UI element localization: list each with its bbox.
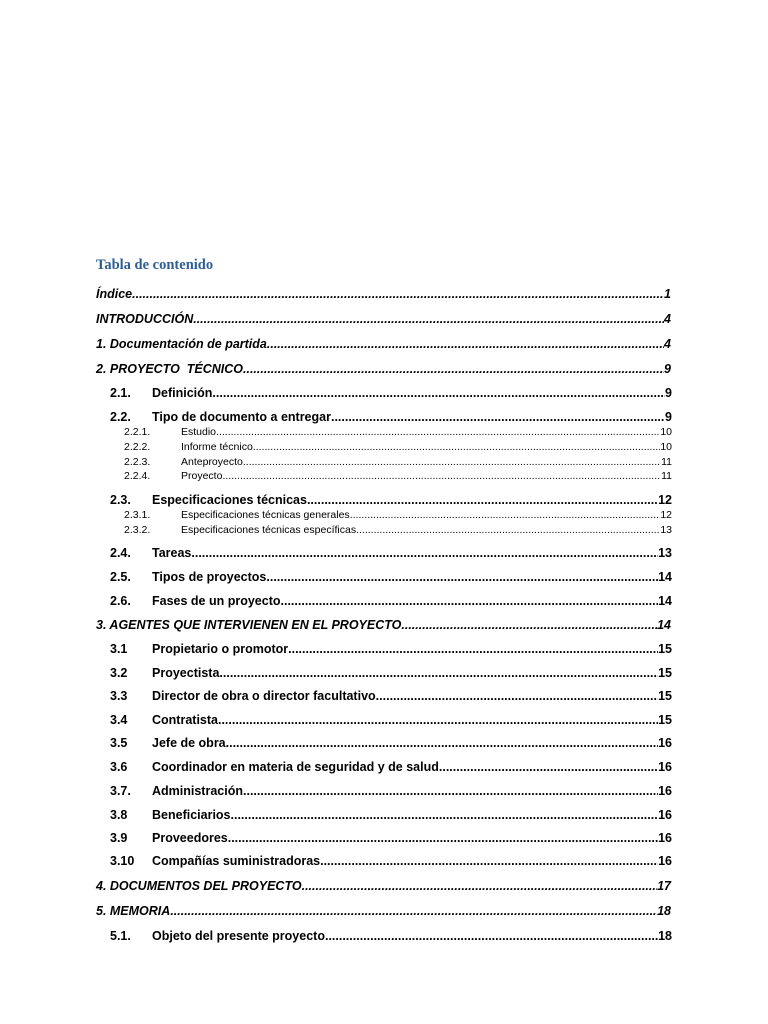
toc-entry[interactable] — [110, 758, 672, 776]
toc-leader — [307, 491, 658, 509]
toc-entry-number: 3.8 — [110, 808, 128, 822]
toc-entry-text: 3. AGENTES QUE INTERVIENEN EN EL PROYECTO — [96, 618, 402, 632]
toc-entry-text: Anteproyecto — [181, 456, 243, 468]
toc-entry-number: 2.2.3. — [124, 456, 151, 468]
toc-leader — [266, 568, 658, 586]
toc-entry[interactable] — [110, 544, 672, 562]
toc-leader — [243, 360, 664, 378]
toc-entry-text: Director de obra o director facultativo — [152, 689, 376, 703]
toc-entry[interactable] — [110, 782, 672, 800]
toc-leader — [170, 902, 657, 920]
toc-entry-number: 5.1. — [110, 929, 131, 943]
toc-entry-text: Especificaciones técnicas generales — [181, 509, 350, 521]
toc-entry-number: 2.2.2. — [124, 441, 151, 453]
toc-entry-number: 2.2.1. — [124, 426, 151, 438]
toc-entry[interactable] — [110, 568, 672, 586]
toc-entry[interactable] — [124, 440, 672, 455]
toc-leader — [281, 592, 659, 610]
toc-page-number: 11 — [661, 470, 672, 482]
toc-entry-text: Coordinador en materia de seguridad y de salud — [152, 760, 439, 774]
toc-entry-number: 2.3.2. — [124, 524, 151, 536]
toc-entry[interactable] — [124, 455, 672, 470]
toc-page-number: 16 — [658, 784, 672, 798]
toc-entry-number: 2.4. — [110, 546, 131, 560]
toc-entry-text: Objeto del presente proyecto — [152, 929, 325, 943]
toc-entry[interactable] — [110, 687, 672, 705]
toc-entry-text: Proveedores — [152, 831, 228, 845]
toc-entry-number: 3.2 — [110, 666, 128, 680]
toc-entry-number: 2.2. — [110, 410, 131, 424]
toc-entry-number: 3.5 — [110, 736, 128, 750]
toc-entry-text: Estudio — [181, 426, 217, 438]
toc-entry-text: Proyectista — [152, 666, 220, 680]
toc-entry[interactable] — [96, 902, 671, 920]
toc-leader — [253, 440, 661, 455]
toc-entry-number: 3.3 — [110, 689, 128, 703]
toc-entry-number: 2.5. — [110, 570, 131, 584]
toc-leader — [212, 384, 665, 402]
toc-leader — [132, 285, 664, 303]
toc-page-number: 13 — [660, 524, 672, 536]
toc-entry-number: 3.9 — [110, 831, 128, 845]
toc-entry-text: INTRODUCCIÓN — [96, 312, 194, 326]
toc-entry-text: Tareas — [152, 546, 192, 560]
toc-page-number: 12 — [660, 509, 672, 521]
toc-leader — [191, 544, 658, 562]
toc-entry-number: 3.10 — [110, 854, 135, 868]
toc-entry[interactable] — [110, 592, 672, 610]
toc-entry[interactable] — [110, 852, 672, 870]
toc-leader — [243, 455, 661, 470]
toc-leader — [219, 664, 658, 682]
toc-entry[interactable] — [96, 310, 671, 328]
toc-leader — [222, 469, 661, 484]
toc-leader — [356, 523, 660, 538]
toc-title: Tabla de contenido — [96, 257, 214, 273]
toc-entry-text: Fases de un proyecto — [152, 594, 281, 608]
toc-page-number: 1 — [664, 287, 671, 301]
toc-entry[interactable] — [96, 616, 671, 634]
toc-entry-text: Proyecto — [181, 470, 223, 482]
toc-leader — [320, 852, 658, 870]
toc-entry[interactable] — [110, 734, 672, 752]
toc-entry-text: Definición — [152, 386, 213, 400]
toc-entry-number: 2.2.4. — [124, 470, 151, 482]
toc-entry-text: Informe técnico — [181, 441, 253, 453]
toc-entry-text: Beneficiarios — [152, 808, 231, 822]
toc-leader — [228, 829, 658, 847]
toc-leader — [302, 877, 658, 895]
toc-entry-number: 2.6. — [110, 594, 131, 608]
toc-page-number: 16 — [658, 831, 672, 845]
toc-leader — [376, 687, 658, 705]
toc-entry-text: Tipo de documento a entregar — [152, 410, 331, 424]
toc-entry-text: 2. PROYECTO TÉCNICO — [96, 362, 244, 376]
toc-entry[interactable] — [110, 408, 672, 426]
toc-entry-number: 2.3.1. — [124, 509, 151, 521]
toc-entry[interactable] — [124, 523, 672, 538]
toc-page-number: 10 — [660, 441, 672, 453]
toc-page-number: 11 — [661, 456, 672, 468]
toc-page-number: 16 — [658, 854, 672, 868]
toc-page-number: 14 — [658, 570, 672, 584]
toc-entry-text: Jefe de obra — [152, 736, 226, 750]
toc-entry[interactable] — [96, 877, 671, 895]
toc-leader — [267, 335, 664, 353]
toc-page-number: 16 — [658, 760, 672, 774]
toc-page-number: 15 — [658, 713, 672, 727]
toc-page-number: 18 — [657, 904, 671, 918]
toc-entry-text: Propietario o promotor — [152, 642, 289, 656]
toc-leader — [439, 758, 658, 776]
toc-page-number: 17 — [657, 879, 671, 893]
toc-page-number: 9 — [665, 386, 672, 400]
toc-leader — [226, 734, 658, 752]
toc-entry-number: 3.7. — [110, 784, 131, 798]
toc-entry-number: 2.3. — [110, 493, 131, 507]
toc-entry-text: 1. Documentación de partida — [96, 337, 267, 351]
toc-leader — [288, 640, 658, 658]
toc-page-number: 18 — [658, 929, 672, 943]
toc-leader — [193, 310, 664, 328]
toc-entry[interactable] — [110, 711, 672, 729]
toc-page-number: 16 — [658, 736, 672, 750]
toc-page-number: 14 — [657, 618, 671, 632]
toc-leader — [331, 408, 665, 426]
toc-entry-number: 3.6 — [110, 760, 128, 774]
toc-entry-number: 3.4 — [110, 713, 128, 727]
toc-entry-text: Administración — [152, 784, 243, 798]
toc-entry-text: Tipos de proyectos — [152, 570, 267, 584]
toc-entry[interactable] — [124, 508, 672, 523]
toc-entry[interactable] — [110, 829, 672, 847]
toc-page-number: 10 — [660, 426, 672, 438]
toc-leader — [350, 508, 661, 523]
toc-entry-text: Compañías suministradoras — [152, 854, 321, 868]
toc-entry[interactable] — [110, 640, 672, 658]
toc-page-number: 15 — [658, 666, 672, 680]
toc-entry[interactable] — [96, 335, 671, 353]
toc-entry[interactable] — [110, 664, 672, 682]
toc-page-number: 9 — [665, 410, 672, 424]
toc-page-number: 4 — [664, 337, 671, 351]
toc-page-number: 14 — [658, 594, 672, 608]
toc-leader — [401, 616, 657, 634]
toc-entry-text: Índice — [96, 287, 133, 301]
toc-entry[interactable] — [110, 806, 672, 824]
toc-entry[interactable] — [110, 491, 672, 509]
toc-page-number: 9 — [664, 362, 671, 376]
toc-page-number: 15 — [658, 642, 672, 656]
toc-entry-text: Especificaciones técnicas específicas — [181, 524, 357, 536]
toc-leader — [216, 425, 660, 440]
toc-entry[interactable] — [124, 425, 672, 440]
toc-leader — [325, 927, 658, 945]
toc-leader — [231, 806, 659, 824]
toc-entry-number: 3.1 — [110, 642, 128, 656]
toc-leader — [243, 782, 658, 800]
toc-entry[interactable] — [124, 469, 672, 484]
toc-entry[interactable] — [110, 384, 672, 402]
toc-entry[interactable] — [96, 360, 671, 378]
toc-page-number: 16 — [658, 808, 672, 822]
toc-entry-number: 2.1. — [110, 386, 131, 400]
toc-page-number: 12 — [658, 493, 672, 507]
toc-page-number: 13 — [658, 546, 672, 560]
toc-entry[interactable] — [96, 285, 671, 303]
toc-entry-text: Especificaciones técnicas — [152, 493, 307, 507]
toc-page-number: 4 — [664, 312, 671, 326]
toc-entry-text: Contratista — [152, 713, 218, 727]
toc-leader — [218, 711, 658, 729]
toc-entry[interactable] — [110, 927, 672, 945]
toc-page-number: 15 — [658, 689, 672, 703]
toc-entry-text: 4. DOCUMENTOS DEL PROYECTO — [96, 879, 302, 893]
toc-entry-text: 5. MEMORIA — [96, 904, 171, 918]
